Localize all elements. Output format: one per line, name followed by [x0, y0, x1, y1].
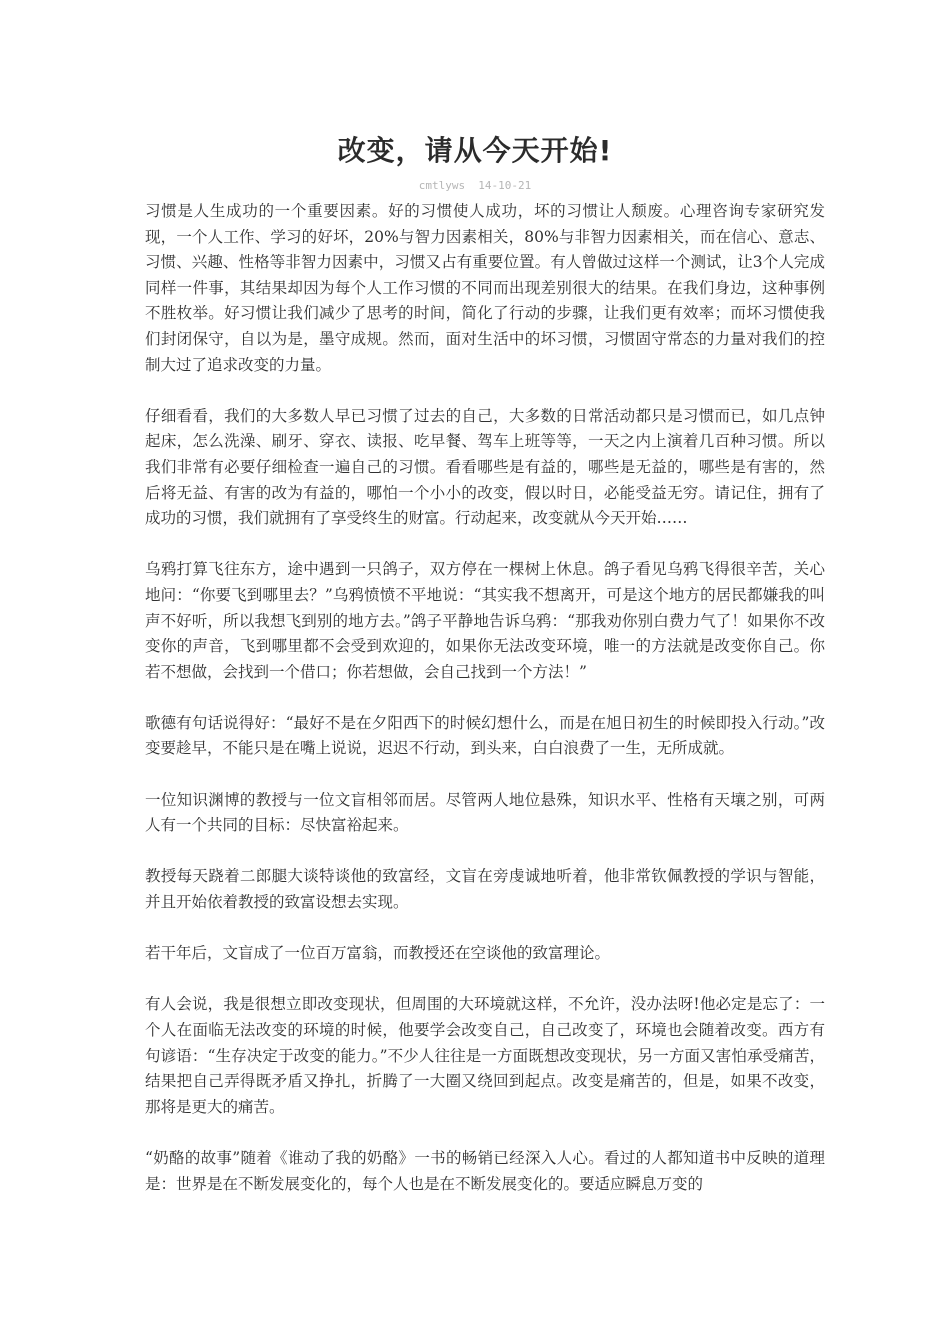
paragraph: 有人会说，我是很想立即改变现状，但周围的大环境就这样，不允许，没办法呀!他必定是忘了：一个人在面临无法改变的环境的时候，他要学会改变自己，自己改变了，环境也会随着改变。西方有句谚语：“生存决定于改变的能力。”不少人往往是一方面既想改变现状，另一方面又害怕承受痛苦，结果把自己弄得既矛盾又挣扎，折腾了一大圈又绕回到起点。改变是痛苦的，但是，如果不改变，那将是更大的痛苦。: [145, 995, 825, 1116]
article-meta: cmtlyws 14-10-21: [418, 179, 532, 192]
paragraph: 仔细看看，我们的大多数人早已习惯了过去的自己，大多数的日常活动都只是习惯而已，如几点钟起床，怎么洗澡、刷牙、穿衣、读报、吃早餐、驾车上班等等，一天之内上演着几百种习惯。所以我们非常有必要仔细检查一遍自己的习惯。看看哪些是有益的，哪些是无益的，哪些是有害的，然后将无益、有害的改为有益的，哪怕一个小小的改变，假以时日，必能受益无穷。请记住，拥有了成功的习惯，我们就拥有了享受终生的财富。行动起来，改变就从今天开始……: [145, 406, 825, 528]
paragraph: 一位知识渊博的教授与一位文盲相邻而居。尽管两人地位悬殊，知识水平、性格有天壤之别，可两人有一个共同的目标：尽快富裕起来。: [145, 790, 825, 835]
paragraph: “奶酪的故事”随着《谁动了我的奶酪》一书的畅销已经深入人心。看过的人都知道书中反映的道理是：世界是在不断发展变化的，每个人也是在不断发展变化的。要适应瞬息万变的: [145, 1148, 825, 1193]
paragraph: 教授每天跷着二郎腿大谈特谈他的致富经，文盲在旁虔诚地听着，他非常钦佩教授的学识与智能，并且开始依着教授的致富设想去实现。: [145, 867, 825, 912]
paragraph: 歌德有句话说得好：“最好不是在夕阳西下的时候幻想什么，而是在旭日初生的时候即投入行动。”改变要趁早，不能只是在嘴上说说，迟迟不行动，到头来，白白浪费了一生，无所成就。: [145, 713, 825, 758]
article-body: [145, 199, 825, 1223]
article-title: 改变，请从今天开始!: [337, 134, 613, 167]
paragraph: 乌鸦打算飞往东方，途中遇到一只鸽子，双方停在一棵树上休息。鸽子看见乌鸦飞得很辛苦，关心地问：“你要飞到哪里去？”乌鸦愤愤不平地说：“其实我不想离开，可是这个地方的居民都嫌我的叫声不好听，所以我想飞到别的地方去。”鸽子平静地告诉乌鸦：“那我劝你别白费力气了！如果你不改变你的声音，飞到哪里都不会受到欢迎的，如果你无法改变环境，唯一的方法就是改变你自己。你若不想做，会找到一个借口；你若想做，会自己找到一个方法！”: [145, 560, 825, 681]
paragraph: 若干年后，文盲成了一位百万富翁，而教授还在空谈他的致富理论。: [145, 944, 611, 963]
paragraph: 习惯是人生成功的一个重要因素。好的习惯使人成功，坏的习惯让人颓废。心理咨询专家研究发现，一个人工作、学习的好坏，20%与智力因素相关，80%与非智力因素相关，而在信心、意志、习惯、兴趣、性格等非智力因素中，习惯又占有重要位置。有人曾做过这样一个测试，让3个人完成同样一件事，其结果却因为每个人工作习惯的不同而出现差别很大的结果。在我们身边，这种事例不胜枚举。好习惯让我们减少了思考的时间，简化了行动的步骤，让我们更有效率；而坏习惯使我们封闭保守，自以为是，墨守成规。然而，面对生活中的坏习惯，习惯固守常态的力量对我们的控制大过了追求改变的力量。: [145, 202, 825, 374]
